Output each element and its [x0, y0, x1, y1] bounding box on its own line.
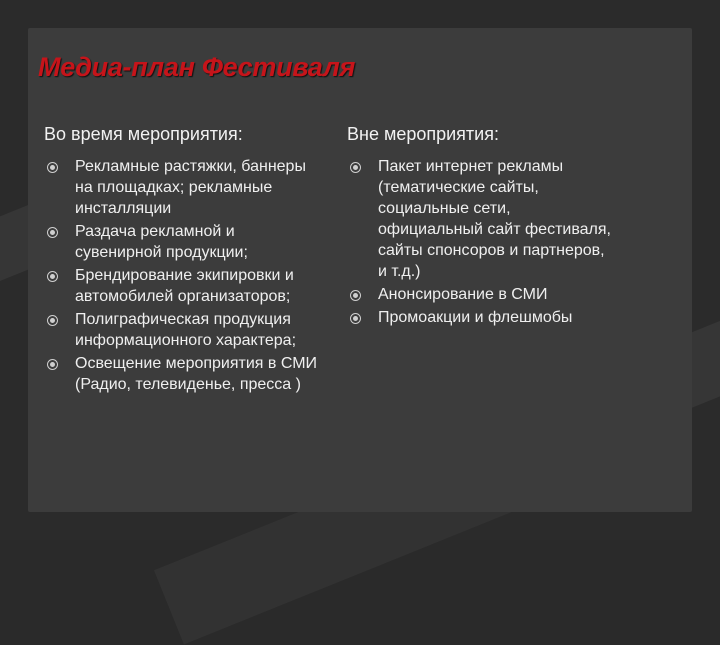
outside-event-column — [347, 124, 617, 330]
circled-dot-icon — [47, 315, 58, 326]
outside-event-heading: Вне мероприятия: — [347, 124, 499, 144]
list-item: Рекламные растяжки, баннеры на площадках; рекламные инсталляции — [44, 156, 324, 219]
during-event-list — [44, 156, 324, 395]
during-event-column — [44, 124, 324, 397]
circled-dot-icon — [47, 227, 58, 238]
circled-dot-icon — [47, 359, 58, 370]
circled-dot-icon — [350, 290, 361, 301]
outside-event-list — [347, 156, 617, 328]
circled-dot-icon — [47, 271, 58, 282]
during-event-heading: Во время мероприятия: — [44, 124, 243, 144]
list-item: Пакет интернет рекламы (тематические сайты, социальные сети, официальный сайт фестиваля, сайты спонсоров и партнеров, и т.д.) — [347, 156, 617, 282]
circled-dot-icon — [47, 162, 58, 173]
circled-dot-icon — [350, 313, 361, 324]
slide-title: Медиа-план Фестиваля — [38, 52, 356, 82]
list-item: Раздача рекламной и сувенирной продукции; — [44, 221, 324, 263]
list-item: Промоакции и флешмобы — [347, 307, 617, 328]
list-item: Освещение мероприятия в СМИ (Радио, телевиденье, пресса ) — [44, 353, 324, 395]
list-item: Анонсирование в СМИ — [347, 284, 617, 305]
circled-dot-icon — [350, 162, 361, 173]
list-item: Полиграфическая продукция информационного характера; — [44, 309, 324, 351]
list-item: Брендирование экипировки и автомобилей организаторов; — [44, 265, 324, 307]
